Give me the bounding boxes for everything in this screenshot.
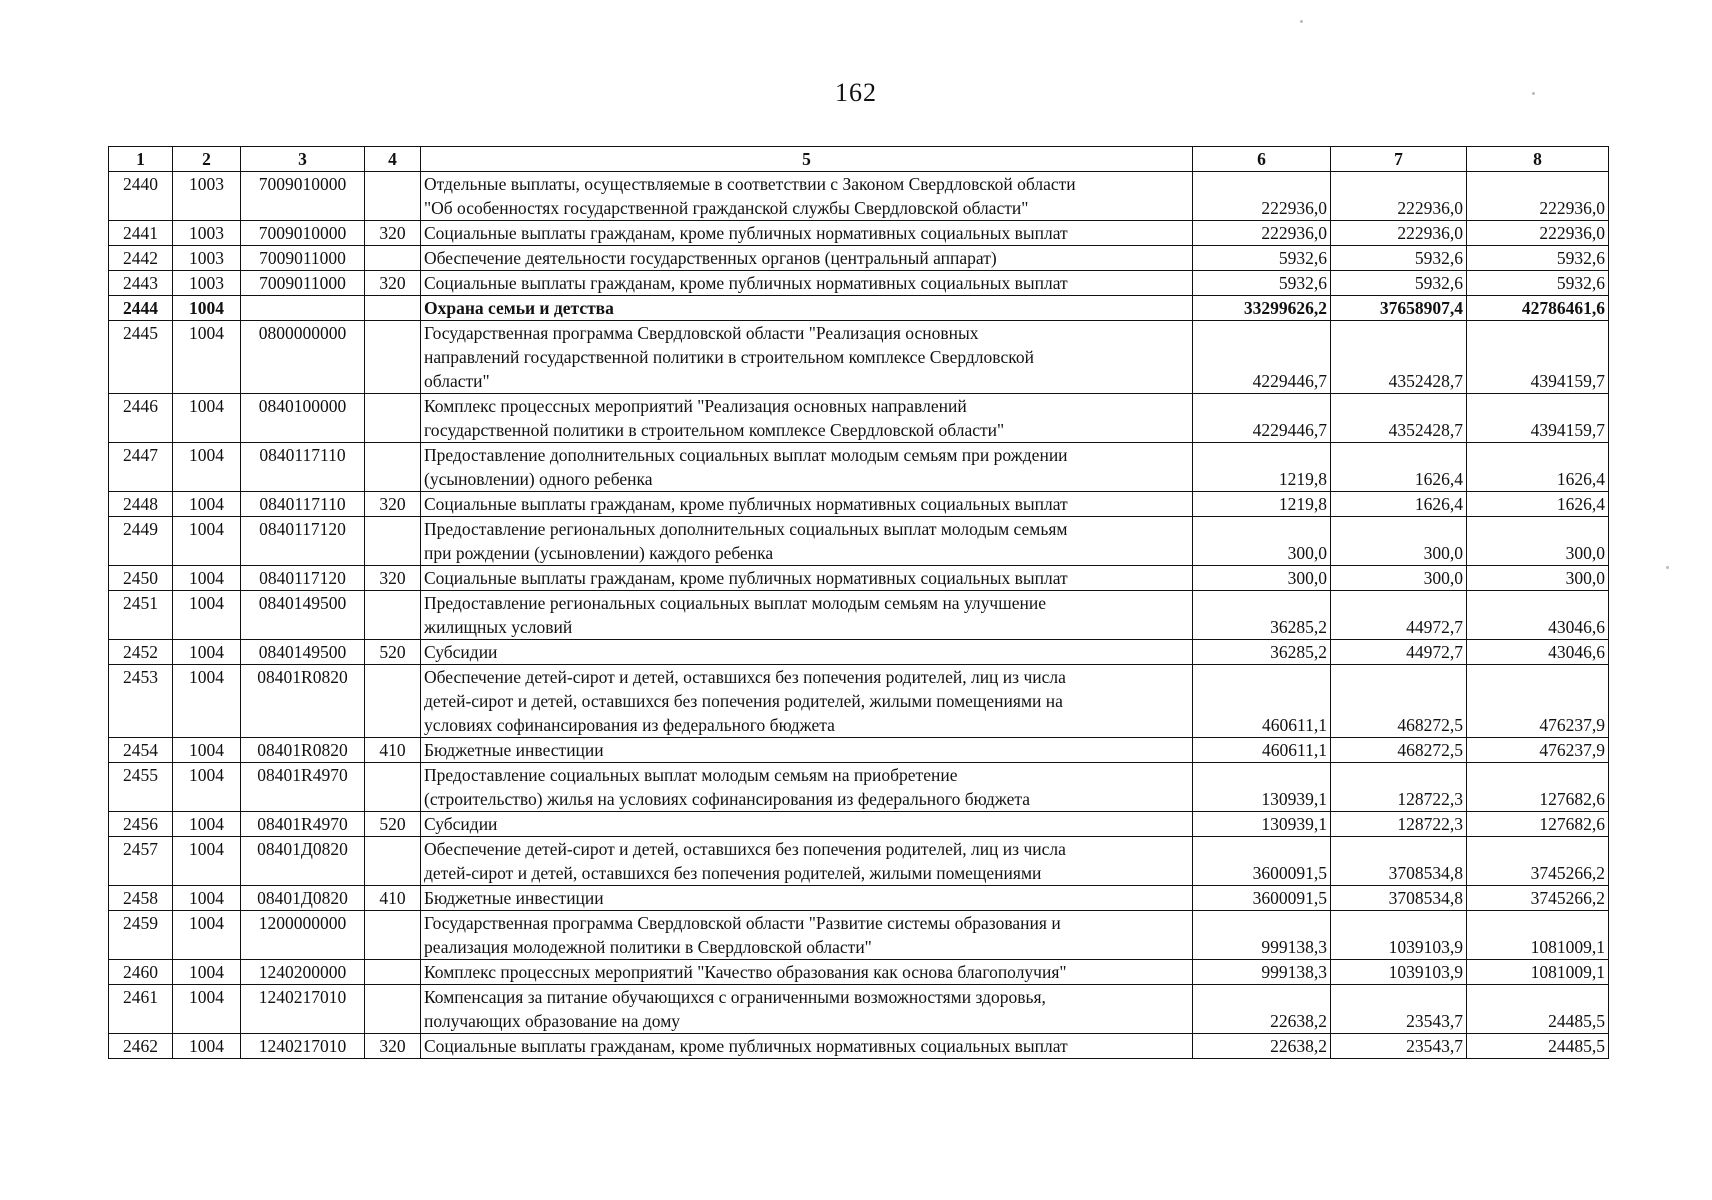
expense-type-cell: 320 bbox=[365, 1034, 421, 1059]
item-name-line: Бюджетные инвестиции bbox=[424, 740, 604, 760]
amount-year-3-cell: 1626,4 bbox=[1467, 492, 1609, 517]
expense-type-cell: 410 bbox=[365, 886, 421, 911]
amount-year-3-cell: 1626,4 bbox=[1467, 443, 1609, 492]
amount-year-2-cell: 37658907,4 bbox=[1331, 296, 1467, 321]
target-code-cell bbox=[241, 296, 365, 321]
header-cell: 4 bbox=[365, 147, 421, 172]
amount-year-1-cell: 460611,1 bbox=[1193, 665, 1331, 738]
scan-speck bbox=[1532, 92, 1535, 95]
amount-year-1-cell: 1219,8 bbox=[1193, 492, 1331, 517]
section-code-cell: 1004 bbox=[173, 321, 241, 394]
table-row bbox=[109, 517, 1609, 566]
item-name-line: Компенсация за питание обучающихся с ограниченными возможностями здоровья, bbox=[424, 987, 1046, 1007]
table-row bbox=[109, 763, 1609, 812]
table-row bbox=[109, 246, 1609, 271]
amount-year-3-cell: 42786461,6 bbox=[1467, 296, 1609, 321]
row-number-cell: 2453 bbox=[109, 665, 173, 738]
expense-type-cell bbox=[365, 394, 421, 443]
amount-year-2-cell: 1626,4 bbox=[1331, 443, 1467, 492]
amount-year-2-cell: 468272,5 bbox=[1331, 665, 1467, 738]
item-name-cell bbox=[421, 886, 1193, 911]
table-row bbox=[109, 321, 1609, 394]
item-name-line: детей-сирот и детей, оставшихся без попечения родителей, жилыми помещениями на bbox=[424, 691, 1063, 711]
target-code-cell: 0840117120 bbox=[241, 517, 365, 566]
target-code-cell: 08401R4970 bbox=[241, 763, 365, 812]
section-code-cell: 1004 bbox=[173, 665, 241, 738]
amount-year-2-cell: 4352428,7 bbox=[1331, 321, 1467, 394]
amount-year-1-cell: 22638,2 bbox=[1193, 1034, 1331, 1059]
row-number-cell: 2449 bbox=[109, 517, 173, 566]
amount-year-1-cell: 130939,1 bbox=[1193, 812, 1331, 837]
item-name-line: Отдельные выплаты, осуществляемые в соответствии с Законом Свердловской области bbox=[424, 174, 1076, 194]
item-name-cell bbox=[421, 763, 1193, 812]
item-name-cell bbox=[421, 911, 1193, 960]
section-code-cell: 1004 bbox=[173, 763, 241, 812]
expense-type-cell: 320 bbox=[365, 271, 421, 296]
item-name-cell bbox=[421, 172, 1193, 221]
section-code-cell: 1003 bbox=[173, 172, 241, 221]
expense-type-cell bbox=[365, 591, 421, 640]
amount-year-2-cell: 44972,7 bbox=[1331, 640, 1467, 665]
section-code-cell: 1004 bbox=[173, 640, 241, 665]
target-code-cell: 7009011000 bbox=[241, 246, 365, 271]
item-name-line: направлений государственной политики в строительном комплексе Свердловской bbox=[424, 347, 1034, 367]
row-number-cell: 2458 bbox=[109, 886, 173, 911]
amount-year-2-cell: 468272,5 bbox=[1331, 738, 1467, 763]
item-name-line: Предоставление региональных социальных выплат молодым семьям на улучшение bbox=[424, 593, 1046, 613]
item-name-line: Социальные выплаты гражданам, кроме публичных нормативных социальных выплат bbox=[424, 494, 1068, 514]
amount-year-3-cell: 476237,9 bbox=[1467, 665, 1609, 738]
section-code-cell: 1004 bbox=[173, 812, 241, 837]
amount-year-3-cell: 24485,5 bbox=[1467, 985, 1609, 1034]
table-row bbox=[109, 640, 1609, 665]
target-code-cell: 7009011000 bbox=[241, 271, 365, 296]
item-name-line: области" bbox=[424, 371, 490, 391]
table-row bbox=[109, 812, 1609, 837]
amount-year-1-cell: 3600091,5 bbox=[1193, 886, 1331, 911]
expense-type-cell: 320 bbox=[365, 492, 421, 517]
item-name-cell bbox=[421, 271, 1193, 296]
expense-type-cell: 520 bbox=[365, 640, 421, 665]
expense-type-cell bbox=[365, 985, 421, 1034]
row-number-cell: 2443 bbox=[109, 271, 173, 296]
item-name-line: Государственная программа Свердловской области "Реализация основных bbox=[424, 323, 979, 343]
item-name-line: Комплекс процессных мероприятий "Качество образования как основа благополучия" bbox=[424, 962, 1067, 982]
section-code-cell: 1004 bbox=[173, 985, 241, 1034]
item-name-line: (усыновлении) одного ребенка bbox=[424, 469, 653, 489]
table-row bbox=[109, 837, 1609, 886]
section-code-cell: 1004 bbox=[173, 911, 241, 960]
amount-year-3-cell: 43046,6 bbox=[1467, 591, 1609, 640]
item-name-cell bbox=[421, 296, 1193, 321]
item-name-cell bbox=[421, 394, 1193, 443]
amount-year-1-cell: 3600091,5 bbox=[1193, 837, 1331, 886]
amount-year-1-cell: 222936,0 bbox=[1193, 221, 1331, 246]
expense-type-cell bbox=[365, 443, 421, 492]
item-name-line: Социальные выплаты гражданам, кроме публичных нормативных социальных выплат bbox=[424, 223, 1068, 243]
amount-year-1-cell: 999138,3 bbox=[1193, 911, 1331, 960]
amount-year-2-cell: 3708534,8 bbox=[1331, 886, 1467, 911]
header-cell: 5 bbox=[421, 147, 1193, 172]
item-name-line: государственной политики в строительном комплексе Свердловской области" bbox=[424, 420, 1005, 440]
expense-type-cell: 520 bbox=[365, 812, 421, 837]
section-code-cell: 1003 bbox=[173, 221, 241, 246]
item-name-line: Обеспечение детей-сирот и детей, оставшихся без попечения родителей, лиц из числа bbox=[424, 839, 1066, 859]
expense-type-cell bbox=[365, 172, 421, 221]
section-code-cell: 1004 bbox=[173, 566, 241, 591]
item-name-line: Субсидии bbox=[424, 642, 498, 662]
target-code-cell: 08401R0820 bbox=[241, 738, 365, 763]
amount-year-1-cell: 222936,0 bbox=[1193, 172, 1331, 221]
expense-type-cell bbox=[365, 321, 421, 394]
item-name-line: "Об особенностях государственной гражданской службы Свердловской области" bbox=[424, 198, 1029, 218]
row-number-cell: 2460 bbox=[109, 960, 173, 985]
target-code-cell: 7009010000 bbox=[241, 221, 365, 246]
expense-type-cell bbox=[365, 517, 421, 566]
amount-year-3-cell: 222936,0 bbox=[1467, 172, 1609, 221]
item-name-cell bbox=[421, 591, 1193, 640]
expense-type-cell: 320 bbox=[365, 221, 421, 246]
target-code-cell: 0840117110 bbox=[241, 492, 365, 517]
item-name-cell bbox=[421, 665, 1193, 738]
amount-year-1-cell: 460611,1 bbox=[1193, 738, 1331, 763]
amount-year-2-cell: 300,0 bbox=[1331, 566, 1467, 591]
target-code-cell: 1240200000 bbox=[241, 960, 365, 985]
target-code-cell: 7009010000 bbox=[241, 172, 365, 221]
target-code-cell: 0840149500 bbox=[241, 591, 365, 640]
amount-year-3-cell: 127682,6 bbox=[1467, 763, 1609, 812]
table-row bbox=[109, 591, 1609, 640]
header-cell: 1 bbox=[109, 147, 173, 172]
amount-year-3-cell: 1081009,1 bbox=[1467, 960, 1609, 985]
page-number: 162 bbox=[835, 78, 877, 107]
table-row bbox=[109, 296, 1609, 321]
table-row bbox=[109, 665, 1609, 738]
amount-year-3-cell: 5932,6 bbox=[1467, 246, 1609, 271]
row-number-cell: 2462 bbox=[109, 1034, 173, 1059]
amount-year-2-cell: 1039103,9 bbox=[1331, 960, 1467, 985]
amount-year-1-cell: 22638,2 bbox=[1193, 985, 1331, 1034]
section-code-cell: 1004 bbox=[173, 738, 241, 763]
amount-year-2-cell: 3708534,8 bbox=[1331, 837, 1467, 886]
item-name-line: условиях софинансирования из федерального бюджета bbox=[424, 715, 835, 735]
scan-speck bbox=[1300, 20, 1303, 23]
item-name-cell bbox=[421, 221, 1193, 246]
amount-year-3-cell: 43046,6 bbox=[1467, 640, 1609, 665]
item-name-line: Субсидии bbox=[424, 814, 498, 834]
table-row bbox=[109, 271, 1609, 296]
item-name-cell bbox=[421, 443, 1193, 492]
target-code-cell: 0840149500 bbox=[241, 640, 365, 665]
item-name-cell bbox=[421, 640, 1193, 665]
section-code-cell: 1003 bbox=[173, 246, 241, 271]
item-name-line: Комплекс процессных мероприятий "Реализация основных направлений bbox=[424, 396, 967, 416]
amount-year-2-cell: 300,0 bbox=[1331, 517, 1467, 566]
target-code-cell: 08401R0820 bbox=[241, 665, 365, 738]
item-name-cell bbox=[421, 492, 1193, 517]
section-code-cell: 1004 bbox=[173, 296, 241, 321]
amount-year-3-cell: 3745266,2 bbox=[1467, 837, 1609, 886]
section-code-cell: 1004 bbox=[173, 517, 241, 566]
amount-year-2-cell: 1626,4 bbox=[1331, 492, 1467, 517]
item-name-line: получающих образование на дому bbox=[424, 1011, 681, 1031]
section-code-cell: 1004 bbox=[173, 591, 241, 640]
amount-year-2-cell: 23543,7 bbox=[1331, 1034, 1467, 1059]
expense-type-cell bbox=[365, 911, 421, 960]
section-code-cell: 1004 bbox=[173, 394, 241, 443]
table-row bbox=[109, 911, 1609, 960]
table-row bbox=[109, 221, 1609, 246]
amount-year-3-cell: 3745266,2 bbox=[1467, 886, 1609, 911]
table-row bbox=[109, 738, 1609, 763]
row-number-cell: 2440 bbox=[109, 172, 173, 221]
item-name-cell bbox=[421, 738, 1193, 763]
expense-type-cell bbox=[365, 960, 421, 985]
row-number-cell: 2461 bbox=[109, 985, 173, 1034]
item-name-line: Государственная программа Свердловской области "Развитие системы образования и bbox=[424, 913, 1061, 933]
expense-type-cell bbox=[365, 246, 421, 271]
target-code-cell: 1240217010 bbox=[241, 985, 365, 1034]
expense-type-cell: 410 bbox=[365, 738, 421, 763]
amount-year-1-cell: 5932,6 bbox=[1193, 271, 1331, 296]
section-code-cell: 1004 bbox=[173, 960, 241, 985]
item-name-cell bbox=[421, 517, 1193, 566]
section-code-cell: 1004 bbox=[173, 443, 241, 492]
row-number-cell: 2441 bbox=[109, 221, 173, 246]
target-code-cell: 0800000000 bbox=[241, 321, 365, 394]
item-name-line: жилищных условий bbox=[424, 617, 573, 637]
amount-year-3-cell: 4394159,7 bbox=[1467, 394, 1609, 443]
target-code-cell: 1240217010 bbox=[241, 1034, 365, 1059]
table-row bbox=[109, 443, 1609, 492]
scan-speck bbox=[1666, 566, 1669, 569]
row-number-cell: 2446 bbox=[109, 394, 173, 443]
item-name-cell bbox=[421, 1034, 1193, 1059]
row-number-cell: 2455 bbox=[109, 763, 173, 812]
amount-year-2-cell: 5932,6 bbox=[1331, 246, 1467, 271]
budget-table bbox=[108, 146, 1609, 1059]
item-name-line: Обеспечение деятельности государственных органов (центральный аппарат) bbox=[424, 248, 997, 268]
section-code-cell: 1004 bbox=[173, 837, 241, 886]
table-row bbox=[109, 394, 1609, 443]
amount-year-2-cell: 222936,0 bbox=[1331, 221, 1467, 246]
target-code-cell: 0840100000 bbox=[241, 394, 365, 443]
amount-year-1-cell: 4229446,7 bbox=[1193, 394, 1331, 443]
amount-year-1-cell: 4229446,7 bbox=[1193, 321, 1331, 394]
item-name-line: реализация молодежной политики в Свердловской области" bbox=[424, 937, 872, 957]
amount-year-3-cell: 1081009,1 bbox=[1467, 911, 1609, 960]
table-row bbox=[109, 1034, 1609, 1059]
amount-year-2-cell: 128722,3 bbox=[1331, 812, 1467, 837]
item-name-line: при рождении (усыновлении) каждого ребенка bbox=[424, 543, 774, 563]
amount-year-2-cell: 23543,7 bbox=[1331, 985, 1467, 1034]
section-code-cell: 1004 bbox=[173, 1034, 241, 1059]
item-name-line: Бюджетные инвестиции bbox=[424, 888, 604, 908]
row-number-cell: 2456 bbox=[109, 812, 173, 837]
table-row bbox=[109, 172, 1609, 221]
amount-year-3-cell: 222936,0 bbox=[1467, 221, 1609, 246]
section-code-cell: 1003 bbox=[173, 271, 241, 296]
row-number-cell: 2452 bbox=[109, 640, 173, 665]
row-number-cell: 2447 bbox=[109, 443, 173, 492]
item-name-line: Охрана семьи и детства bbox=[424, 298, 614, 318]
expense-type-cell bbox=[365, 665, 421, 738]
table-row bbox=[109, 985, 1609, 1034]
table-row bbox=[109, 960, 1609, 985]
section-code-cell: 1004 bbox=[173, 886, 241, 911]
item-name-line: Социальные выплаты гражданам, кроме публичных нормативных социальных выплат bbox=[424, 568, 1068, 588]
amount-year-3-cell: 300,0 bbox=[1467, 566, 1609, 591]
amount-year-1-cell: 5932,6 bbox=[1193, 246, 1331, 271]
item-name-cell bbox=[421, 837, 1193, 886]
row-number-cell: 2444 bbox=[109, 296, 173, 321]
row-number-cell: 2451 bbox=[109, 591, 173, 640]
expense-type-cell bbox=[365, 296, 421, 321]
table-body bbox=[109, 172, 1609, 1059]
header-cell: 2 bbox=[173, 147, 241, 172]
item-name-line: Предоставление социальных выплат молодым семьям на приобретение bbox=[424, 765, 958, 785]
amount-year-3-cell: 476237,9 bbox=[1467, 738, 1609, 763]
amount-year-1-cell: 33299626,2 bbox=[1193, 296, 1331, 321]
section-code-cell: 1004 bbox=[173, 492, 241, 517]
row-number-cell: 2450 bbox=[109, 566, 173, 591]
item-name-line: Социальные выплаты гражданам, кроме публичных нормативных социальных выплат bbox=[424, 273, 1068, 293]
row-number-cell: 2442 bbox=[109, 246, 173, 271]
amount-year-1-cell: 36285,2 bbox=[1193, 591, 1331, 640]
item-name-line: Социальные выплаты гражданам, кроме публичных нормативных социальных выплат bbox=[424, 1036, 1068, 1056]
header-cell: 7 bbox=[1331, 147, 1467, 172]
target-code-cell: 1200000000 bbox=[241, 911, 365, 960]
header-cell: 6 bbox=[1193, 147, 1331, 172]
item-name-line: Обеспечение детей-сирот и детей, оставшихся без попечения родителей, лиц из числа bbox=[424, 667, 1066, 687]
amount-year-3-cell: 24485,5 bbox=[1467, 1034, 1609, 1059]
amount-year-1-cell: 999138,3 bbox=[1193, 960, 1331, 985]
amount-year-1-cell: 300,0 bbox=[1193, 517, 1331, 566]
target-code-cell: 0840117110 bbox=[241, 443, 365, 492]
item-name-line: (строительство) жилья на условиях софинансирования из федерального бюджета bbox=[424, 789, 1030, 809]
row-number-cell: 2457 bbox=[109, 837, 173, 886]
table-row bbox=[109, 566, 1609, 591]
target-code-cell: 08401Д0820 bbox=[241, 837, 365, 886]
row-number-cell: 2445 bbox=[109, 321, 173, 394]
target-code-cell: 08401R4970 bbox=[241, 812, 365, 837]
amount-year-3-cell: 5932,6 bbox=[1467, 271, 1609, 296]
item-name-cell bbox=[421, 321, 1193, 394]
item-name-line: Предоставление дополнительных социальных выплат молодым семьям при рождении bbox=[424, 445, 1068, 465]
header-cell: 8 bbox=[1467, 147, 1609, 172]
amount-year-2-cell: 4352428,7 bbox=[1331, 394, 1467, 443]
expense-type-cell bbox=[365, 837, 421, 886]
amount-year-2-cell: 222936,0 bbox=[1331, 172, 1467, 221]
amount-year-2-cell: 44972,7 bbox=[1331, 591, 1467, 640]
header-cell: 3 bbox=[241, 147, 365, 172]
amount-year-3-cell: 127682,6 bbox=[1467, 812, 1609, 837]
item-name-cell bbox=[421, 566, 1193, 591]
row-number-cell: 2454 bbox=[109, 738, 173, 763]
item-name-cell bbox=[421, 812, 1193, 837]
item-name-line: детей-сирот и детей, оставшихся без попечения родителей, жилыми помещениями bbox=[424, 863, 1042, 883]
target-code-cell: 0840117120 bbox=[241, 566, 365, 591]
row-number-cell: 2448 bbox=[109, 492, 173, 517]
item-name-cell bbox=[421, 985, 1193, 1034]
amount-year-1-cell: 1219,8 bbox=[1193, 443, 1331, 492]
row-number-cell: 2459 bbox=[109, 911, 173, 960]
amount-year-2-cell: 1039103,9 bbox=[1331, 911, 1467, 960]
amount-year-3-cell: 4394159,7 bbox=[1467, 321, 1609, 394]
target-code-cell: 08401Д0820 bbox=[241, 886, 365, 911]
table-row bbox=[109, 492, 1609, 517]
item-name-cell bbox=[421, 246, 1193, 271]
amount-year-3-cell: 300,0 bbox=[1467, 517, 1609, 566]
table-header-row bbox=[109, 147, 1609, 172]
amount-year-2-cell: 128722,3 bbox=[1331, 763, 1467, 812]
expense-type-cell: 320 bbox=[365, 566, 421, 591]
amount-year-1-cell: 300,0 bbox=[1193, 566, 1331, 591]
amount-year-1-cell: 36285,2 bbox=[1193, 640, 1331, 665]
amount-year-1-cell: 130939,1 bbox=[1193, 763, 1331, 812]
amount-year-2-cell: 5932,6 bbox=[1331, 271, 1467, 296]
item-name-line: Предоставление региональных дополнительных социальных выплат молодым семьям bbox=[424, 519, 1068, 539]
table-row bbox=[109, 886, 1609, 911]
expense-type-cell bbox=[365, 763, 421, 812]
item-name-cell bbox=[421, 960, 1193, 985]
